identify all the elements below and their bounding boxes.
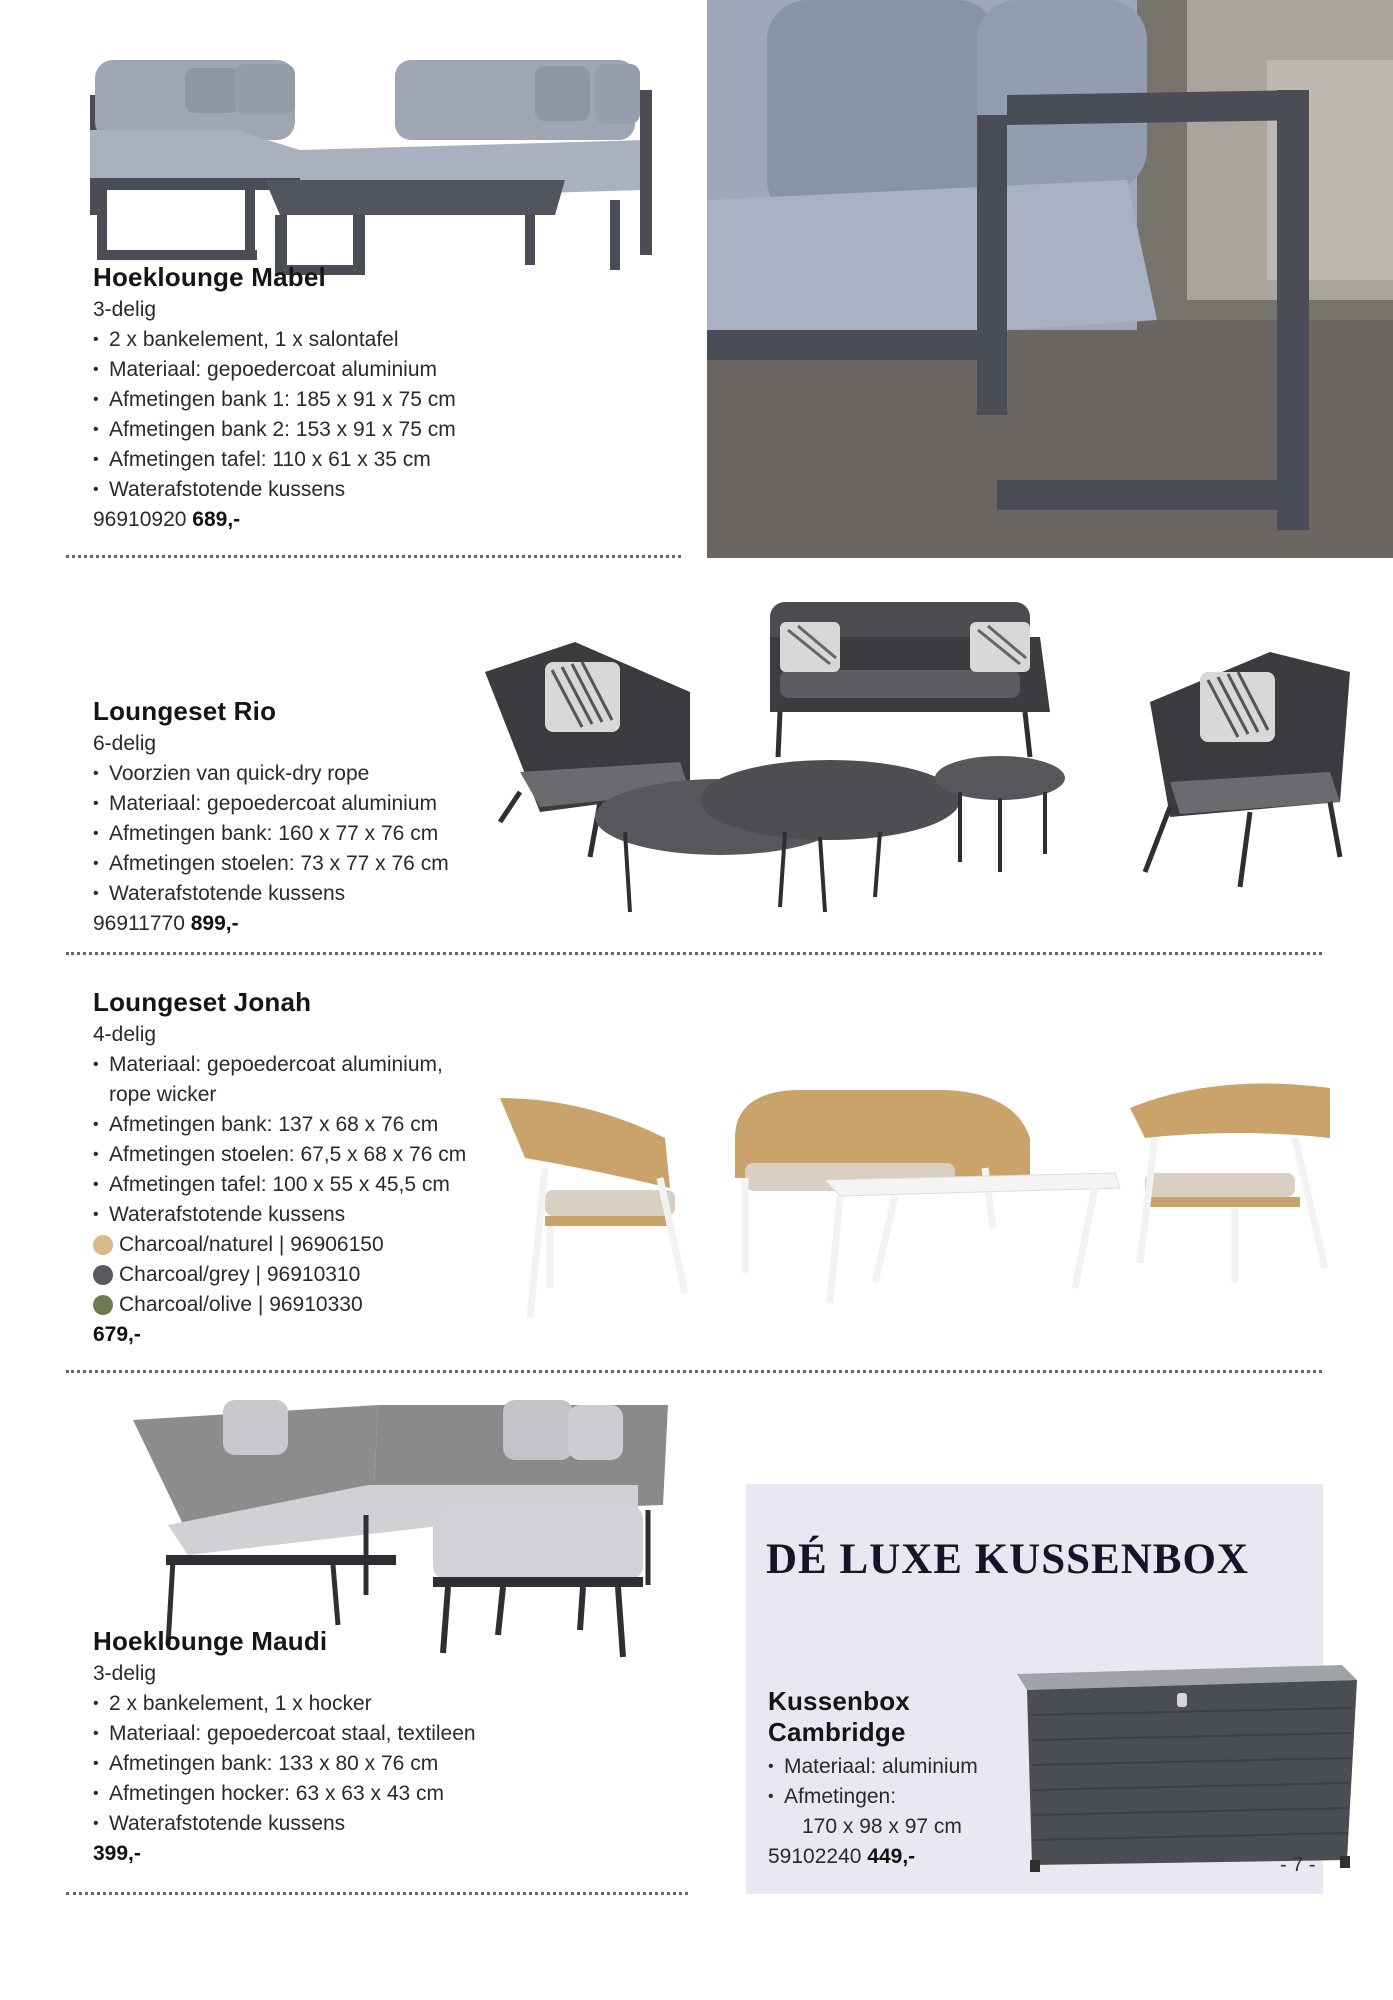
jonah-product-photo <box>495 1078 1335 1318</box>
mabel-price: 689,- <box>192 508 241 531</box>
spec-item <box>93 1050 466 1110</box>
kussenbox-banner-heading: DÉ LUXE KUSSENBOX <box>766 1536 1249 1583</box>
maudi-spec-list <box>93 1689 476 1839</box>
spec-material-line-1: • Materiaal: gepoedercoat aluminium, <box>109 1053 443 1076</box>
color-swatch-icon <box>93 1235 113 1255</box>
mabel-product-photo <box>85 50 675 290</box>
spec-dims-label: • Afmetingen: <box>784 1785 897 1808</box>
kussenbox-product-photo <box>1012 1660 1357 1882</box>
maudi-subtitle: 3-delig <box>93 1662 157 1685</box>
spec-item: • Afmetingen bank: 160 x 77 x 76 cm <box>93 819 449 849</box>
maudi-title: Hoeklounge Maudi <box>93 1626 328 1656</box>
jonah-spec-list <box>93 1050 466 1230</box>
kussenbox-spec-list <box>768 1752 978 1842</box>
rio-subtitle: 6-delig <box>93 732 157 755</box>
spec-item: • 2 x bankelement, 1 x salontafel <box>93 325 456 355</box>
spec-item: • Afmetingen stoelen: 67,5 x 68 x 76 cm <box>93 1140 466 1170</box>
rio-price-line <box>93 909 449 939</box>
spec-item: • Materiaal: aluminium <box>768 1752 978 1782</box>
variant-item <box>93 1230 466 1260</box>
spec-item: • Afmetingen bank 2: 153 x 91 x 75 cm <box>93 415 456 445</box>
mabel-subtitle: 3-delig <box>93 298 157 321</box>
spec-item: • Afmetingen bank: 133 x 80 x 76 cm <box>93 1749 476 1779</box>
section-divider <box>66 1892 688 1895</box>
mabel-title: Hoeklounge Mabel <box>93 262 326 292</box>
maudi-price: 399,- <box>93 1842 141 1865</box>
jonah-info <box>93 987 466 1350</box>
kussenbox-title-line-2: Cambridge <box>768 1717 906 1747</box>
kussenbox-info <box>768 1686 978 1872</box>
mabel-info <box>93 262 456 535</box>
spec-material-line-2: rope wicker <box>109 1083 217 1106</box>
spec-item: • Waterafstotende kussens <box>93 1809 476 1839</box>
variant-item <box>93 1260 466 1290</box>
rio-info <box>93 696 449 939</box>
section-divider <box>66 952 1322 955</box>
spec-item: • Afmetingen tafel: 110 x 61 x 35 cm <box>93 445 456 475</box>
mabel-detail-photo <box>707 0 1393 558</box>
section-divider <box>66 555 681 558</box>
spec-item: • Materiaal: gepoedercoat staal, textileen <box>93 1719 476 1749</box>
jonah-subtitle: 4-delig <box>93 1023 157 1046</box>
jonah-price: 679,- <box>93 1323 141 1346</box>
spec-item: • Materiaal: gepoedercoat aluminium <box>93 355 456 385</box>
spec-item: • Afmetingen bank 1: 185 x 91 x 75 cm <box>93 385 456 415</box>
kussenbox-price: 449,- <box>867 1845 916 1868</box>
maudi-price-line <box>93 1839 476 1869</box>
jonah-variant-list <box>93 1230 466 1320</box>
rio-title: Loungeset Rio <box>93 696 277 726</box>
mabel-spec-list <box>93 325 456 505</box>
jonah-price-line <box>93 1320 466 1350</box>
spec-item: • 2 x bankelement, 1 x hocker <box>93 1689 476 1719</box>
spec-item: • Afmetingen stoelen: 73 x 77 x 76 cm <box>93 849 449 879</box>
rio-price: 899,- <box>190 912 239 935</box>
mabel-article-number: 96910920 <box>93 508 187 531</box>
spec-item: • Afmetingen bank: 137 x 68 x 76 cm <box>93 1110 466 1140</box>
color-swatch-icon <box>93 1295 113 1315</box>
spec-item <box>768 1782 978 1842</box>
section-divider <box>66 1370 1322 1373</box>
variant-item <box>93 1290 466 1320</box>
spec-item: • Voorzien van quick-dry rope <box>93 759 449 789</box>
maudi-info <box>93 1626 476 1869</box>
mabel-price-line <box>93 505 456 535</box>
spec-item: • Waterafstotende kussens <box>93 879 449 909</box>
variant-label: Charcoal/olive | 96910330 <box>119 1293 363 1316</box>
spec-item: • Waterafstotende kussens <box>93 475 456 505</box>
page-number: - 7 - <box>1280 1854 1316 1876</box>
jonah-title: Loungeset Jonah <box>93 987 312 1017</box>
rio-spec-list <box>93 759 449 909</box>
color-swatch-icon <box>93 1265 113 1285</box>
spec-dims-value: 170 x 98 x 97 cm <box>802 1815 962 1838</box>
spec-item: • Afmetingen tafel: 100 x 55 x 45,5 cm <box>93 1170 466 1200</box>
variant-label: Charcoal/grey | 96910310 <box>119 1263 361 1286</box>
rio-article-number: 96911770 <box>93 912 185 935</box>
spec-item: • Materiaal: gepoedercoat aluminium <box>93 789 449 819</box>
kussenbox-article-number: 59102240 <box>768 1845 862 1868</box>
spec-item: • Afmetingen hocker: 63 x 63 x 43 cm <box>93 1779 476 1809</box>
spec-item: • Waterafstotende kussens <box>93 1200 466 1230</box>
rio-product-photo <box>480 592 1350 922</box>
kussenbox-title-line-1: Kussenbox <box>768 1686 910 1716</box>
variant-label: Charcoal/naturel | 96906150 <box>119 1233 384 1256</box>
kussenbox-price-line <box>768 1842 978 1872</box>
